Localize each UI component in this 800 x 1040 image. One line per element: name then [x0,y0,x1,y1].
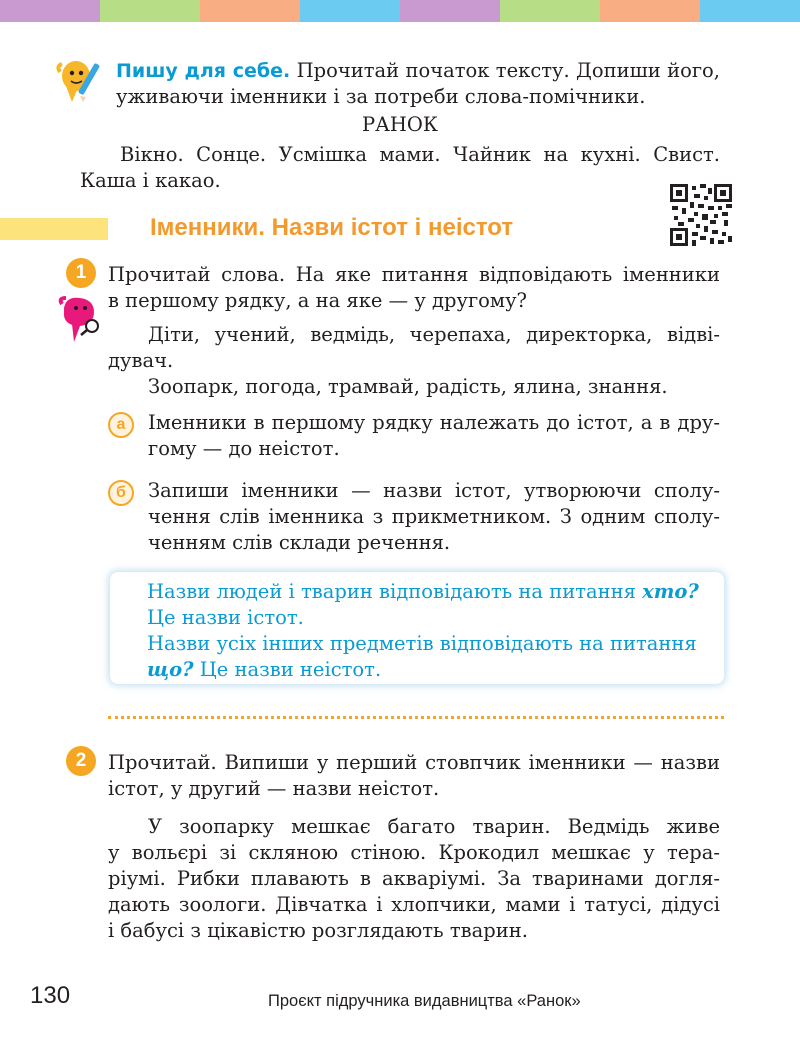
pencil-mascot-icon [56,56,106,106]
rule-line1 [147,579,717,605]
exercise-number-badge: 1 [66,258,96,288]
rule-box [110,572,724,684]
rule-line3: Назви усіх інших предметів відповідають на питання [147,632,697,655]
exercise1-line1: Прочитай слова. На яке питання відповідають іменники [108,263,720,286]
exercise1-words [108,322,720,400]
stripe [300,0,400,22]
dotted-divider [108,716,724,719]
write-task-text: Прочитай початок тексту. Допиши його, [296,59,720,82]
rule-box-text [147,579,717,683]
section-marker-bar [0,218,108,240]
exercise2-line2: істот, у другий — назви неістот. [108,777,440,800]
stripe [400,0,500,22]
stripe [500,0,600,22]
exercise2-line1: Прочитай. Випиши у перший стовпчик іменники — назви [108,751,720,774]
question-what: що? [147,658,194,681]
task-letter-badge: а [108,412,134,438]
footer-text: Проєкт підручника видавництва «Ранок» [268,992,581,1010]
task-a-text [148,410,720,462]
morning-text-line1: Вікно. Сонце. Усмішка мами. Чайник на кухні. Свист. [120,143,720,166]
morning-text [80,142,720,194]
qr-code-icon [670,184,732,246]
task-b-line2: чення слів іменника з прикметником. З одним сполу- [148,505,720,528]
zoo-line5: і бабусі з цікавістю розглядають тварин. [108,919,528,942]
page-number: 130 [30,982,71,1009]
task-b-text [148,478,720,556]
words-line1-cont: дувач. [108,349,174,372]
morning-text-line2: Каша і какао. [80,169,221,192]
stripe [0,0,100,22]
rule-text: Назви людей і тварин відповідають на питання [147,580,643,603]
question-who: хто? [642,580,699,603]
rule-line4 [147,657,717,683]
exercise-number-badge: 2 [66,746,96,776]
zoo-line2: у вольєрі зі скляною стіною. Крокодил мешкає у тера- [108,841,720,864]
stripe [200,0,300,22]
rule-line2: Це назви істот. [147,606,304,629]
exercise2-instruction [108,750,720,802]
zoo-line1: У зоопарку мешкає багато тварин. Ведмідь живе [148,815,720,838]
stripe [100,0,200,22]
stripe [600,0,700,22]
magnifier-mascot-icon [58,294,104,344]
zoo-line3: ріумі. Рибки плавають в акваріумі. За тваринами догля- [108,867,720,890]
task-b-line3: ченням слів склади речення. [148,531,451,554]
zoo-line4: дають зоологи. Дівчатка і хлопчики, мами і татусі, дідусі [108,893,720,916]
top-color-stripes [0,0,800,22]
words-line1: Діти, учений, ведмідь, черепаха, директорка, відві- [148,323,720,346]
exercise1-line2: в першому рядку, а на яке — у другому? [108,289,528,312]
write-task-line2: уживаючи іменники і за потреби слова-помічники. [116,85,646,108]
stripe [700,0,800,22]
section-title: Іменники. Назви істот і неістот [150,214,514,241]
write-task-title: Пишу для себе. [116,60,291,82]
task-b-line1: Запиши іменники — назви істот, утворюючи сполу- [148,479,720,502]
words-line2: Зоопарк, погода, трамвай, радість, ялина, знання. [148,375,668,398]
write-for-self-task [116,58,720,110]
task-a-line1: Іменники в першому рядку належать до істот, а в дру- [148,411,720,434]
task-a-line2: гому — до неістот. [148,437,340,460]
rule-text: Це назви неістот. [193,658,382,681]
zoo-text [108,814,720,944]
exercise1-instruction [108,262,720,314]
write-task-line1 [116,58,720,84]
text-title: РАНОК [362,113,438,136]
task-letter-badge: б [108,480,134,506]
